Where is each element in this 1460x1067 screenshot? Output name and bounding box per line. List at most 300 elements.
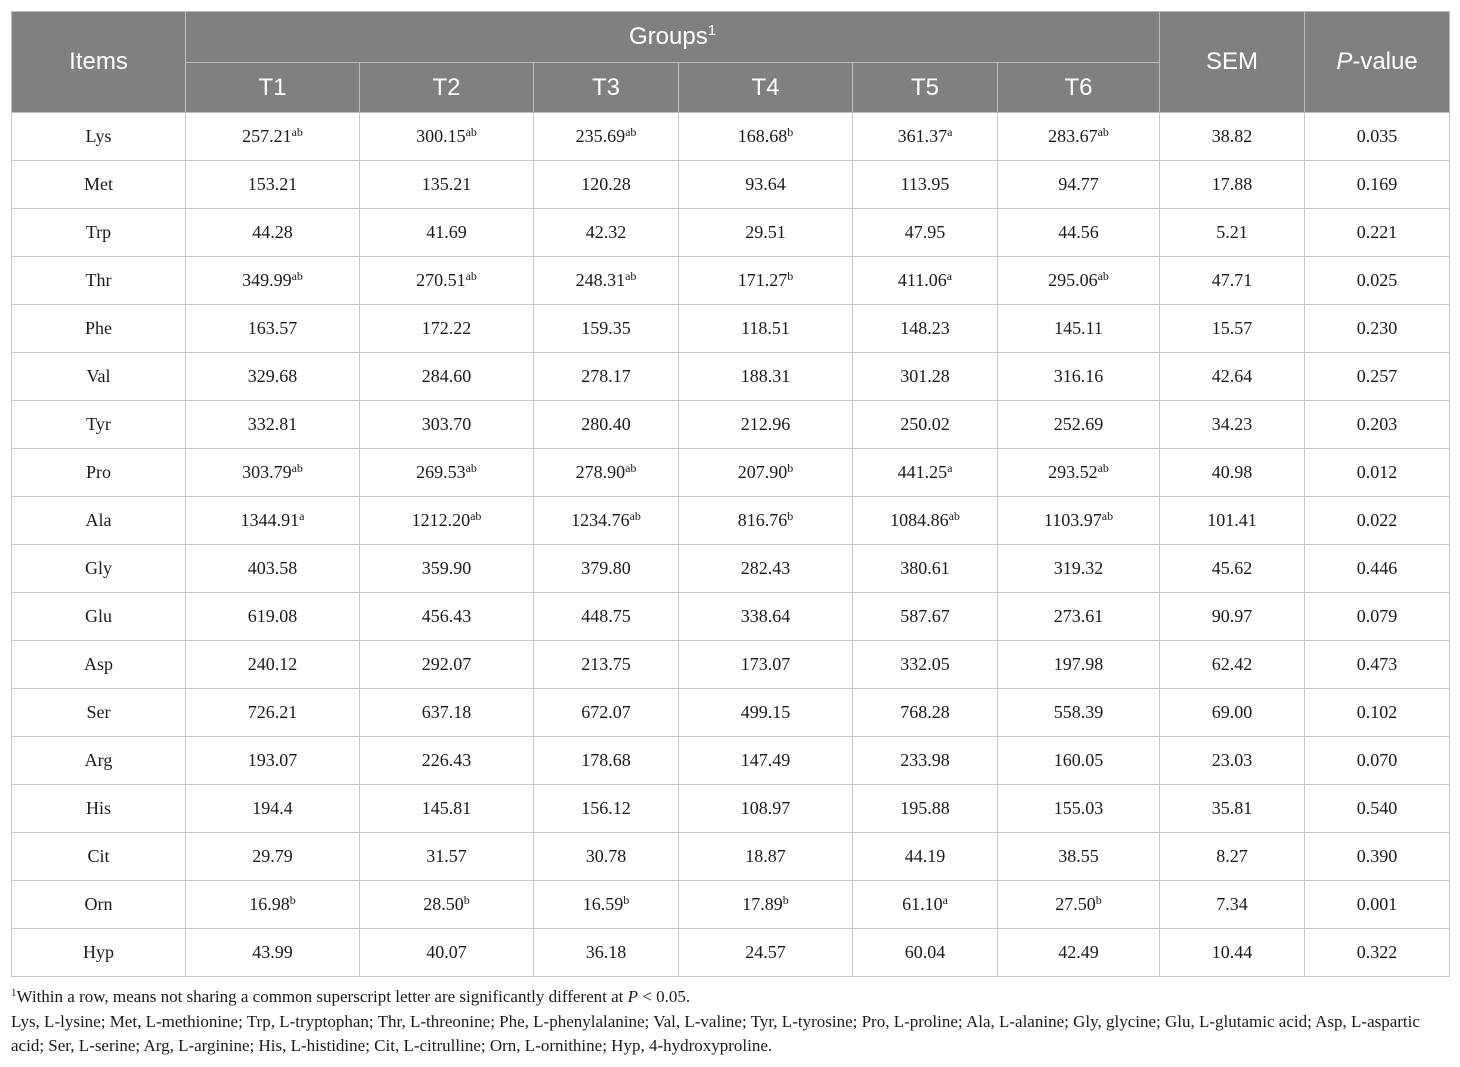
group-value-cell (186, 593, 360, 641)
group-value-cell (360, 545, 534, 593)
cell-value: 1212.20 (411, 510, 471, 530)
group-value-cell (853, 497, 998, 545)
cell-value: 448.75 (581, 606, 631, 626)
group-value-cell (679, 113, 853, 161)
cell-value: 148.23 (900, 318, 950, 338)
table-row (12, 257, 1450, 305)
group-value-cell (186, 449, 360, 497)
footnote-p: P (627, 987, 639, 1006)
sem-cell: 45.62 (1160, 545, 1305, 593)
sem-cell: 15.57 (1160, 305, 1305, 353)
p-value-cell: 0.169 (1305, 161, 1450, 209)
cell-value: 226.43 (421, 750, 472, 770)
group-value-cell (998, 689, 1160, 737)
group-value-cell (853, 401, 998, 449)
group-value-cell (998, 497, 1160, 545)
cell-superscript: a (946, 269, 953, 283)
table-row (12, 353, 1450, 401)
cell-value: 153.21 (247, 174, 298, 194)
group-value-cell (679, 689, 853, 737)
cell-value: 293.52 (1048, 462, 1098, 482)
row-item-label: His (12, 785, 186, 833)
cell-value: 768.28 (900, 702, 950, 722)
cell-value: 283.67 (1048, 126, 1098, 146)
cell-superscript: ab (291, 461, 303, 475)
cell-value: 1084.86 (890, 510, 949, 530)
group-value-cell (679, 161, 853, 209)
cell-value: 171.27 (737, 270, 788, 290)
footnote-significance (11, 985, 1451, 1010)
group-header-t6: T6 (998, 63, 1160, 113)
group-value-cell (360, 209, 534, 257)
cell-superscript: b (787, 125, 794, 139)
cell-superscript: b (463, 893, 470, 907)
row-item-label: Trp (12, 209, 186, 257)
p-value-cell: 0.035 (1305, 113, 1450, 161)
cell-value: 558.39 (1053, 702, 1104, 722)
group-value-cell (853, 353, 998, 401)
sem-cell: 90.97 (1160, 593, 1305, 641)
group-value-cell (186, 497, 360, 545)
group-value-cell (998, 929, 1160, 977)
table-row (12, 401, 1450, 449)
group-value-cell (534, 929, 679, 977)
cell-value: 379.80 (581, 558, 631, 578)
cell-value: 316.16 (1053, 366, 1104, 386)
cell-value: 278.17 (581, 366, 631, 386)
row-item-label: Thr (12, 257, 186, 305)
group-value-cell (853, 593, 998, 641)
cell-value: 168.68 (737, 126, 788, 146)
cell-value: 193.07 (247, 750, 298, 770)
sem-cell: 101.41 (1160, 497, 1305, 545)
cell-value: 213.75 (581, 654, 631, 674)
group-value-cell (360, 353, 534, 401)
table-row (12, 305, 1450, 353)
p-value-cell: 0.025 (1305, 257, 1450, 305)
cell-value: 163.57 (247, 318, 298, 338)
group-value-cell (679, 353, 853, 401)
cell-value: 456.43 (421, 606, 472, 626)
footnote-text: Within a row, means not sharing a common superscript letter are significantly different at (16, 987, 628, 1006)
group-value-cell (534, 785, 679, 833)
group-value-cell (360, 881, 534, 929)
cell-value: 43.99 (252, 942, 293, 962)
cell-superscript: b (623, 893, 630, 907)
group-value-cell (679, 593, 853, 641)
cell-superscript: b (787, 509, 794, 523)
footnote-threshold: < 0.05. (638, 987, 691, 1006)
cell-superscript: b (289, 893, 296, 907)
cell-value: 42.32 (585, 222, 627, 242)
group-value-cell (360, 593, 534, 641)
cell-value: 303.79 (242, 462, 292, 482)
group-value-cell (853, 161, 998, 209)
cell-value: 1103.97 (1043, 510, 1102, 530)
cell-superscript: ab (291, 125, 303, 139)
table-header (12, 12, 1450, 113)
cell-value: 403.58 (247, 558, 298, 578)
cell-value: 212.96 (740, 414, 791, 434)
cell-value: 17.89 (742, 894, 783, 914)
sem-cell: 7.34 (1160, 881, 1305, 929)
group-value-cell (679, 401, 853, 449)
group-value-cell (186, 113, 360, 161)
p-value-cell: 0.322 (1305, 929, 1450, 977)
cell-value: 273.61 (1053, 606, 1104, 626)
group-value-cell (679, 785, 853, 833)
group-value-cell (853, 113, 998, 161)
group-value-cell (534, 113, 679, 161)
sem-cell: 10.44 (1160, 929, 1305, 977)
group-value-cell (186, 161, 360, 209)
cell-value: 30.78 (585, 846, 627, 866)
group-value-cell (360, 929, 534, 977)
group-value-cell (186, 353, 360, 401)
footnotes (11, 985, 1451, 1059)
cell-value: 1234.76 (571, 510, 630, 530)
p-value-header-p: P (1336, 48, 1353, 75)
row-item-label: Asp (12, 641, 186, 689)
group-value-cell (679, 449, 853, 497)
group-value-cell (853, 545, 998, 593)
cell-value: 303.70 (421, 414, 472, 434)
group-value-cell (186, 401, 360, 449)
cell-value: 248.31 (575, 270, 626, 290)
row-item-label: Lys (12, 113, 186, 161)
cell-superscript: ab (470, 509, 482, 523)
cell-value: 411.06 (897, 270, 947, 290)
table-row (12, 929, 1450, 977)
cell-value: 240.12 (247, 654, 298, 674)
group-value-cell (360, 401, 534, 449)
group-value-cell (186, 257, 360, 305)
cell-superscript: b (787, 461, 794, 475)
table-body (12, 113, 1450, 977)
row-item-label: Glu (12, 593, 186, 641)
groups-header (186, 12, 1160, 63)
cell-value: 24.57 (745, 942, 786, 962)
group-value-cell (853, 209, 998, 257)
table-row (12, 785, 1450, 833)
amino-acid-table (11, 11, 1450, 977)
group-value-cell (534, 593, 679, 641)
row-item-label: Tyr (12, 401, 186, 449)
group-header-t5: T5 (853, 63, 998, 113)
group-value-cell (679, 929, 853, 977)
cell-value: 359.90 (421, 558, 472, 578)
groups-header-sup: 1 (707, 22, 717, 39)
p-value-cell: 0.079 (1305, 593, 1450, 641)
table-row (12, 545, 1450, 593)
cell-superscript: ab (948, 509, 960, 523)
cell-value: 349.99 (242, 270, 292, 290)
sem-cell: 35.81 (1160, 785, 1305, 833)
cell-value: 156.12 (581, 798, 631, 818)
cell-value: 188.31 (740, 366, 791, 386)
groups-header-label: Groups (628, 23, 708, 50)
group-value-cell (998, 737, 1160, 785)
group-value-cell (360, 641, 534, 689)
group-value-cell (534, 545, 679, 593)
table-row (12, 689, 1450, 737)
cell-value: 1344.91 (240, 510, 300, 530)
group-value-cell (186, 209, 360, 257)
group-value-cell (998, 305, 1160, 353)
cell-value: 29.79 (252, 846, 293, 866)
group-value-cell (998, 593, 1160, 641)
cell-value: 338.64 (740, 606, 791, 626)
group-value-cell (853, 689, 998, 737)
cell-value: 380.61 (900, 558, 950, 578)
group-value-cell (853, 929, 998, 977)
group-value-cell (186, 737, 360, 785)
items-header: Items (12, 12, 186, 113)
cell-value: 155.03 (1053, 798, 1104, 818)
table-row (12, 737, 1450, 785)
row-item-label: Orn (12, 881, 186, 929)
cell-value: 233.98 (900, 750, 950, 770)
group-value-cell (679, 305, 853, 353)
group-value-cell (679, 545, 853, 593)
group-value-cell (360, 305, 534, 353)
p-value-header-rest: -value (1352, 48, 1418, 75)
group-value-cell (679, 833, 853, 881)
p-value-cell: 0.390 (1305, 833, 1450, 881)
group-value-cell (360, 113, 534, 161)
group-value-cell (998, 209, 1160, 257)
cell-superscript: ab (1101, 509, 1114, 523)
group-value-cell (534, 257, 679, 305)
group-value-cell (186, 545, 360, 593)
cell-value: 301.28 (900, 366, 950, 386)
cell-value: 499.15 (740, 702, 791, 722)
group-value-cell (679, 497, 853, 545)
cell-value: 36.18 (585, 942, 627, 962)
sem-cell: 8.27 (1160, 833, 1305, 881)
cell-value: 329.68 (247, 366, 298, 386)
group-value-cell (679, 881, 853, 929)
cell-value: 178.68 (581, 750, 631, 770)
group-value-cell (534, 641, 679, 689)
p-value-cell: 0.001 (1305, 881, 1450, 929)
cell-value: 113.95 (900, 174, 950, 194)
p-value-cell: 0.012 (1305, 449, 1450, 497)
cell-superscript: ab (625, 461, 637, 475)
table-row (12, 881, 1450, 929)
group-value-cell (853, 833, 998, 881)
p-value-header (1305, 12, 1450, 113)
cell-value: 160.05 (1053, 750, 1104, 770)
cell-superscript: b (782, 893, 789, 907)
p-value-cell: 0.257 (1305, 353, 1450, 401)
sem-cell: 69.00 (1160, 689, 1305, 737)
cell-value: 44.28 (252, 222, 293, 242)
p-value-cell: 0.446 (1305, 545, 1450, 593)
group-value-cell (679, 737, 853, 785)
cell-value: 38.55 (1058, 846, 1099, 866)
group-value-cell (186, 881, 360, 929)
cell-superscript: a (947, 461, 953, 475)
cell-superscript: ab (1097, 269, 1109, 283)
cell-value: 94.77 (1058, 174, 1099, 194)
row-item-label: Pro (12, 449, 186, 497)
group-value-cell (534, 881, 679, 929)
row-item-label: Gly (12, 545, 186, 593)
cell-value: 361.37 (897, 126, 948, 146)
group-value-cell (998, 449, 1160, 497)
cell-superscript: a (947, 125, 953, 139)
group-value-cell (360, 497, 534, 545)
cell-value: 295.06 (1048, 270, 1098, 290)
cell-value: 93.64 (745, 174, 786, 194)
cell-superscript: ab (465, 125, 477, 139)
group-value-cell (186, 785, 360, 833)
group-value-cell (534, 449, 679, 497)
cell-superscript: ab (465, 269, 477, 283)
sem-header: SEM (1160, 12, 1305, 113)
cell-value: 44.19 (904, 846, 946, 866)
cell-superscript: b (787, 269, 794, 283)
group-value-cell (853, 257, 998, 305)
cell-value: 672.07 (581, 702, 631, 722)
table-row (12, 641, 1450, 689)
cell-value: 47.95 (904, 222, 946, 242)
p-value-cell: 0.070 (1305, 737, 1450, 785)
cell-superscript: ab (625, 125, 637, 139)
group-value-cell (186, 305, 360, 353)
p-value-cell: 0.203 (1305, 401, 1450, 449)
cell-value: 278.90 (575, 462, 626, 482)
group-value-cell (534, 161, 679, 209)
p-value-cell: 0.230 (1305, 305, 1450, 353)
sem-cell: 42.64 (1160, 353, 1305, 401)
group-value-cell (360, 737, 534, 785)
footnote-abbreviations: Lys, L-lysine; Met, L-methionine; Trp, L-tryptophan; Thr, L-threonine; Phe, L-phenylalanine; Val, L-valine; Tyr, L-tyrosine; Pro, L-proline; Ala, L-alanine; Gly, glycine; Glu, L-glutamic acid; Asp, L-aspartic acid; Ser, L-serine; Arg, L-arginine; His, L-histidine; Cit, L-citrulline; Orn, L-ornithine; Hyp, 4-hydroxyproline. (11, 1011, 1420, 1055)
group-value-cell (679, 209, 853, 257)
sem-cell: 40.98 (1160, 449, 1305, 497)
sem-cell: 47.71 (1160, 257, 1305, 305)
cell-value: 28.50 (423, 894, 464, 914)
cell-value: 42.49 (1058, 942, 1099, 962)
cell-value: 619.08 (247, 606, 298, 626)
cell-value: 147.49 (740, 750, 791, 770)
group-value-cell (534, 209, 679, 257)
cell-value: 207.90 (737, 462, 788, 482)
group-value-cell (998, 785, 1160, 833)
group-value-cell (853, 881, 998, 929)
cell-value: 44.56 (1058, 222, 1099, 242)
cell-value: 118.51 (741, 318, 790, 338)
cell-value: 194.4 (252, 798, 293, 818)
group-value-cell (534, 833, 679, 881)
cell-value: 284.60 (421, 366, 472, 386)
group-value-cell (534, 401, 679, 449)
cell-value: 300.15 (416, 126, 466, 146)
table-row (12, 449, 1450, 497)
row-item-label: Ser (12, 689, 186, 737)
cell-value: 637.18 (421, 702, 472, 722)
group-value-cell (853, 641, 998, 689)
cell-superscript: ab (625, 269, 637, 283)
group-value-cell (534, 737, 679, 785)
table-row (12, 113, 1450, 161)
cell-value: 16.98 (249, 894, 290, 914)
cell-value: 332.05 (900, 654, 950, 674)
group-header-t2: T2 (360, 63, 534, 113)
group-value-cell (853, 449, 998, 497)
p-value-cell: 0.022 (1305, 497, 1450, 545)
cell-value: 29.51 (745, 222, 786, 242)
cell-superscript: ab (1097, 461, 1109, 475)
cell-value: 41.69 (426, 222, 467, 242)
cell-superscript: ab (1097, 125, 1109, 139)
cell-value: 145.81 (421, 798, 472, 818)
cell-value: 61.10 (902, 894, 943, 914)
cell-value: 726.21 (247, 702, 298, 722)
row-item-label: Val (12, 353, 186, 401)
cell-value: 257.21 (242, 126, 292, 146)
group-value-cell (998, 353, 1160, 401)
group-value-cell (998, 113, 1160, 161)
group-value-cell (186, 929, 360, 977)
table-row (12, 161, 1450, 209)
cell-superscript: ab (465, 461, 477, 475)
cell-value: 173.07 (740, 654, 791, 674)
sem-cell: 38.82 (1160, 113, 1305, 161)
cell-value: 40.07 (426, 942, 467, 962)
table-container (11, 11, 1449, 977)
cell-value: 332.81 (247, 414, 298, 434)
group-value-cell (998, 545, 1160, 593)
group-header-t1: T1 (186, 63, 360, 113)
group-value-cell (998, 401, 1160, 449)
cell-value: 235.69 (575, 126, 626, 146)
cell-value: 816.76 (737, 510, 788, 530)
sem-cell: 62.42 (1160, 641, 1305, 689)
group-value-cell (360, 689, 534, 737)
group-value-cell (998, 881, 1160, 929)
row-item-label: Phe (12, 305, 186, 353)
cell-superscript: b (1095, 893, 1102, 907)
cell-value: 282.43 (740, 558, 791, 578)
group-value-cell (360, 785, 534, 833)
group-value-cell (186, 833, 360, 881)
p-value-cell: 0.102 (1305, 689, 1450, 737)
cell-value: 18.87 (745, 846, 786, 866)
cell-value: 120.28 (581, 174, 631, 194)
cell-value: 145.11 (1054, 318, 1103, 338)
p-value-cell: 0.221 (1305, 209, 1450, 257)
cell-value: 441.25 (897, 462, 948, 482)
cell-superscript: a (942, 893, 948, 907)
sem-cell: 17.88 (1160, 161, 1305, 209)
row-item-label: Ala (12, 497, 186, 545)
group-value-cell (679, 641, 853, 689)
group-value-cell (360, 161, 534, 209)
table-row (12, 833, 1450, 881)
cell-value: 31.57 (426, 846, 467, 866)
table-row (12, 209, 1450, 257)
group-value-cell (998, 257, 1160, 305)
group-value-cell (360, 833, 534, 881)
cell-superscript: a (299, 509, 305, 523)
group-value-cell (360, 449, 534, 497)
row-item-label: Met (12, 161, 186, 209)
row-item-label: Cit (12, 833, 186, 881)
p-value-cell: 0.473 (1305, 641, 1450, 689)
cell-value: 195.88 (900, 798, 950, 818)
